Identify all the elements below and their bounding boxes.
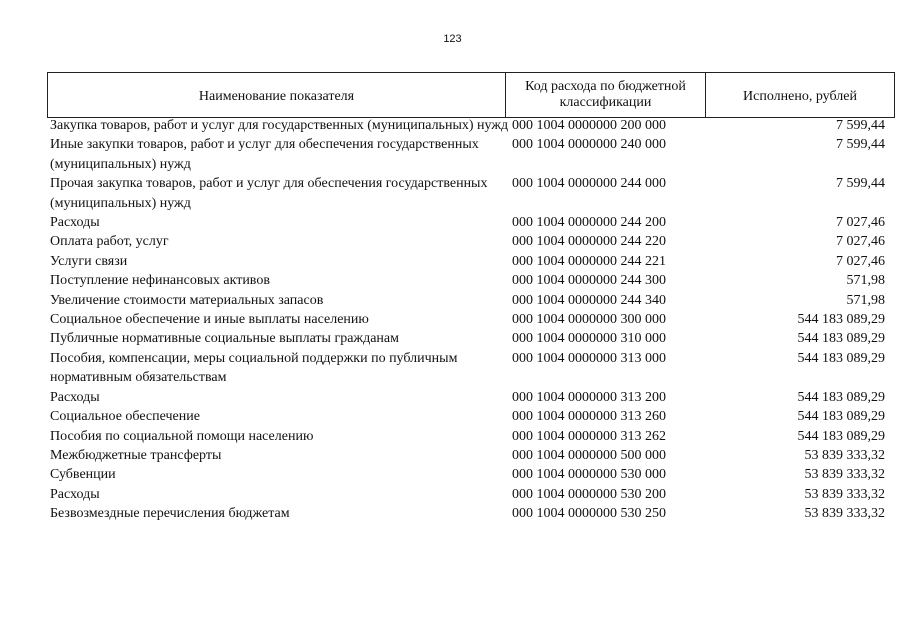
row-name: Пособия, компенсации, меры социальной поддержки по публичным нормативным обязательствам [50, 350, 458, 386]
page-number: 123 [443, 33, 462, 45]
row-name: Закупка товаров, работ и услуг для государственных (муниципальных) нужд [50, 118, 509, 133]
table-header [47, 72, 895, 118]
row-value: 53 839 333,32 [804, 506, 885, 522]
row-code: 000 1004 0000000 244 340 [512, 292, 666, 308]
row-code: 000 1004 0000000 244 000 [512, 176, 666, 192]
header-code: Код расхода по бюджетной классификации [506, 73, 706, 117]
table-row [50, 465, 885, 484]
table-row [50, 388, 885, 407]
row-code: 000 1004 0000000 530 000 [512, 467, 666, 483]
row-code: 000 1004 0000000 530 250 [512, 506, 666, 522]
row-code: 000 1004 0000000 500 000 [512, 447, 666, 463]
row-code: 000 1004 0000000 244 200 [512, 215, 666, 231]
row-name: Социальное обеспечение [50, 409, 200, 425]
table-row [50, 504, 885, 523]
table-row [50, 446, 885, 465]
row-code: 000 1004 0000000 310 000 [512, 331, 666, 347]
row-value: 53 839 333,32 [804, 467, 885, 483]
row-value: 7 027,46 [836, 215, 885, 231]
row-value: 7 027,46 [836, 253, 885, 269]
row-value: 571,98 [846, 273, 885, 289]
table-row [50, 310, 885, 329]
row-name: Социальное обеспечение и иные выплаты населению [50, 312, 369, 328]
row-value: 7 599,44 [836, 176, 885, 192]
row-name: Расходы [50, 486, 100, 502]
row-name: Пособия по социальной помощи населению [50, 428, 314, 444]
table-row [50, 271, 885, 290]
row-value: 544 183 089,29 [797, 409, 885, 425]
row-value: 544 183 089,29 [797, 389, 885, 405]
row-value: 7 027,46 [836, 234, 885, 250]
header-name: Наименование показателя [48, 73, 506, 117]
table-row [50, 485, 885, 504]
row-value: 544 183 089,29 [797, 331, 885, 347]
row-value: 544 183 089,29 [797, 350, 885, 366]
row-name: Безвозмездные перечисления бюджетам [50, 506, 290, 522]
row-value: 7 599,44 [836, 118, 885, 133]
table-row [50, 232, 885, 251]
row-name: Субвенции [50, 467, 116, 483]
row-code: 000 1004 0000000 313 262 [512, 428, 666, 444]
row-name: Расходы [50, 215, 100, 231]
row-code: 000 1004 0000000 244 221 [512, 253, 666, 269]
row-code: 000 1004 0000000 313 000 [512, 350, 666, 366]
row-name: Поступление нефинансовых активов [50, 273, 270, 289]
row-name: Расходы [50, 389, 100, 405]
row-name: Иные закупки товаров, работ и услуг для обеспечения государственных (муниципальных) нужд [50, 137, 479, 172]
row-value: 544 183 089,29 [797, 428, 885, 444]
row-code: 000 1004 0000000 530 200 [512, 486, 666, 502]
table-row [50, 349, 885, 388]
table-row [50, 427, 885, 446]
row-name: Межбюджетные трансферты [50, 447, 222, 463]
table-row [50, 174, 885, 213]
row-value: 53 839 333,32 [804, 447, 885, 463]
table-body [50, 116, 885, 524]
row-code: 000 1004 0000000 200 000 [512, 118, 666, 133]
table-row [50, 135, 885, 174]
row-name: Услуги связи [50, 253, 128, 269]
row-name: Оплата работ, услуг [50, 234, 169, 250]
table-row [50, 213, 885, 232]
table-row [50, 252, 885, 271]
row-name: Публичные нормативные социальные выплаты гражданам [50, 331, 399, 347]
header-value: Исполнено, рублей [743, 89, 857, 104]
row-value: 7 599,44 [836, 137, 885, 153]
row-name: Прочая закупка товаров, работ и услуг для обеспечения государственных (муниципальных) нужд [50, 176, 488, 211]
row-code: 000 1004 0000000 313 200 [512, 389, 666, 405]
table-row [50, 116, 885, 135]
row-value: 571,98 [846, 292, 885, 308]
row-value: 53 839 333,32 [804, 486, 885, 502]
row-code: 000 1004 0000000 240 000 [512, 137, 666, 153]
table-row [50, 329, 885, 348]
table-row [50, 407, 885, 426]
row-code: 000 1004 0000000 313 260 [512, 409, 666, 425]
row-code: 000 1004 0000000 244 220 [512, 234, 666, 250]
row-code: 000 1004 0000000 300 000 [512, 312, 666, 328]
row-code: 000 1004 0000000 244 300 [512, 273, 666, 289]
table-row [50, 291, 885, 310]
row-value: 544 183 089,29 [797, 312, 885, 328]
row-name: Увеличение стоимости материальных запасов [50, 292, 324, 308]
